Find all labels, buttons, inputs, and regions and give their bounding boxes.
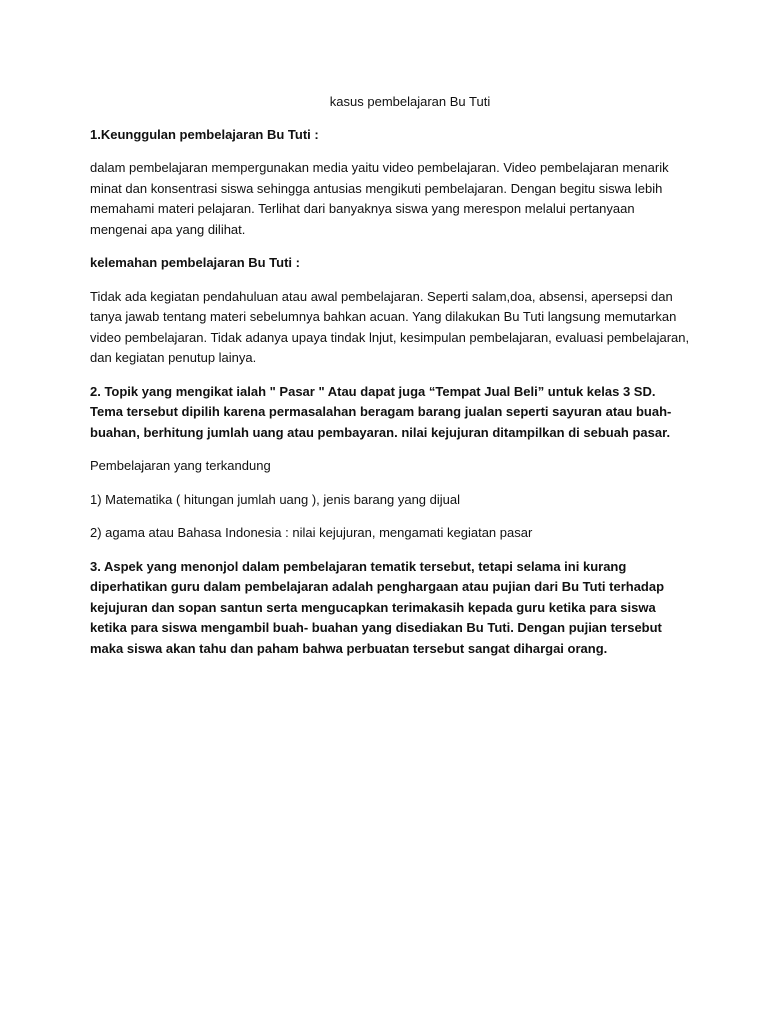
list-item-agama: 2) agama atau Bahasa Indonesia : nilai kejujuran, mengamati kegiatan pasar — [90, 525, 533, 540]
document-title: kasus pembelajaran Bu Tuti — [329, 94, 491, 109]
document-page — [90, 92, 690, 672]
section-heading-pembelajaran: Pembelajaran yang terkandung — [90, 458, 271, 473]
paragraph-aspek: 3. Aspek yang menonjol dalam pembelajaran tematik tersebut, tetapi selama ini kurang diperhatikan guru dalam pembelajaran adalah penghargaan atau pujian dari Bu Tuti terhadap kejujuran dan sopan santun serta mengucapkan terimakasih kepada guru ketika para siswa ketika para siswa mengambil buah- buahan yang disediakan Bu Tuti. Dengan pujian tersebut maka siswa akan tahu dan paham bahwa perbuatan tersebut sangat dihargai orang. — [90, 558, 665, 656]
section-heading-keunggulan: 1.Keunggulan pembelajaran Bu Tuti : — [90, 126, 319, 142]
paragraph-topik: 2. Topik yang mengikat ialah " Pasar " Atau dapat juga “Tempat Jual Beli” untuk kelas 3 SD. Tema tersebut dipilih karena permasalahan beragam barang jualan seperti sayuran atau buah-buahan, berhitung jumlah uang atau pembayaran. nilai kejujuran ditampilkan di sebuah pasar. — [90, 383, 672, 440]
paragraph-kelemahan: Tidak ada kegiatan pendahuluan atau awal pembelajaran. Seperti salam,doa, absensi, apersepsi dan tanya jawab tentang materi sebelumnya bahkan acuan. Yang dilakukan Bu Tuti langsung memutarkan video pembelajaran. Tidak adanya upaya tindak lnjut, kesimpulan pembelajaran, evaluasi pembelajaran, dan kegiatan penutup lainya. — [90, 288, 690, 365]
section-heading-kelemahan: kelemahan pembelajaran Bu Tuti : — [90, 255, 300, 270]
list-item-matematika: 1) Matematika ( hitungan jumlah uang ), jenis barang yang dijual — [90, 491, 460, 507]
paragraph-keunggulan: dalam pembelajaran mempergunakan media yaitu video pembelajaran. Video pembelajaran menarik minat dan konsentrasi siswa sehingga antusias mengikuti pembelajaran. Dengan begitu siswa lebih memahami materi pelajaran. Terlihat dari banyaknya siswa yang merespon melalui pertanyaan mengenai apa yang dilihat. — [90, 160, 669, 237]
